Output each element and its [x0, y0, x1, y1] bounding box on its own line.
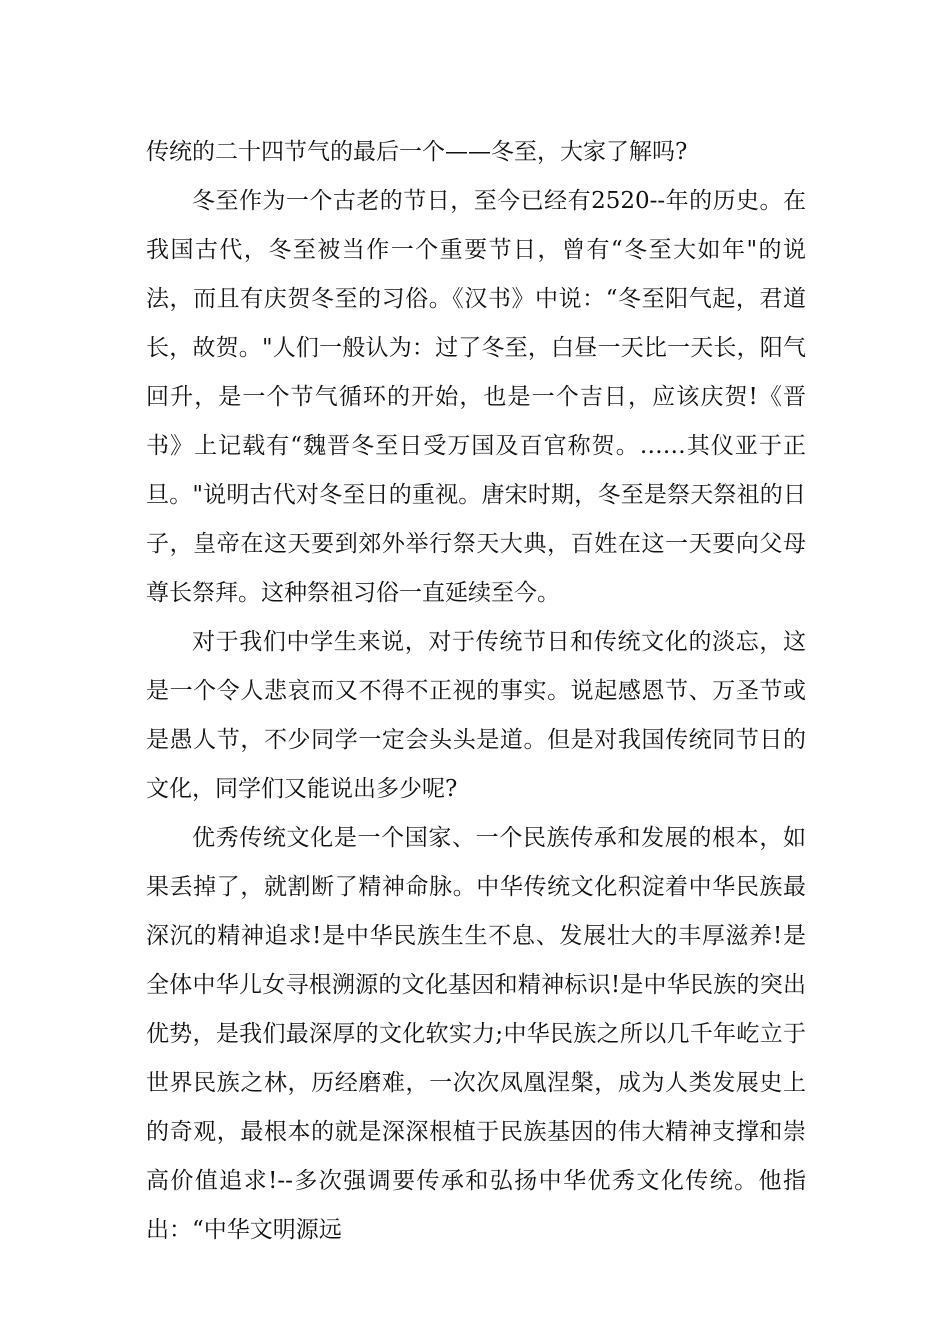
paragraph-intro: 传统的二十四节气的最后一个——冬至，大家了解吗?	[146, 139, 688, 165]
document-body	[146, 128, 806, 1255]
paragraph-students: 对于我们中学生来说，对于传统节日和传统文化的淡忘，这是一个令人悲哀而又不得不正视的事实。说起感恩节、万圣节或是愚人节，不少同学一定会头头是道。但是对我国传统同节日的文化，同学们又能说出多少呢?	[146, 629, 806, 802]
paragraph-history: 冬至作为一个古老的节日，至今已经有2520--年的历史。在我国古代，冬至被当作一个重要节日，曾有“冬至大如年"的说法，而且有庆贺冬至的习俗。《汉书》中说：“冬至阳气起，君道长，故贺。"人们一般认为：过了冬至，白昼一天比一天长，阳气回升，是一个节气循环的开始，也是一个吉日，应该庆贺!《晋书》上记载有“魏晋冬至日受万国及百官称贺。……其仪亚于正旦。"说明古代对冬至日的重视。唐宋时期，冬至是祭天祭祖的日子，皇帝在这天要到郊外举行祭天大典，百姓在这一天要向父母尊长祭拜。这种祭祖习俗一直延续至今。	[146, 188, 806, 606]
paragraph-culture: 优秀传统文化是一个国家、一个民族传承和发展的根本，如果丢掉了，就割断了精神命脉。中华传统文化积淀着中华民族最深沉的精神追求!是中华民族生生不息、发展壮大的丰厚滋养!是全体中华儿女寻根溯源的文化基因和精神标识!是中华民族的突出优势，是我们最深厚的文化软实力;中华民族之所以几千年屹立于世界民族之林，历经磨难，一次次凤凰涅槃，成为人类发展史上的奇观，最根本的就是深深根植于民族基因的伟大精神支撑和崇高价值追求!--多次强调要传承和弘扬中华优秀文化传统。他指出：“中华文明源远	[146, 825, 806, 1243]
